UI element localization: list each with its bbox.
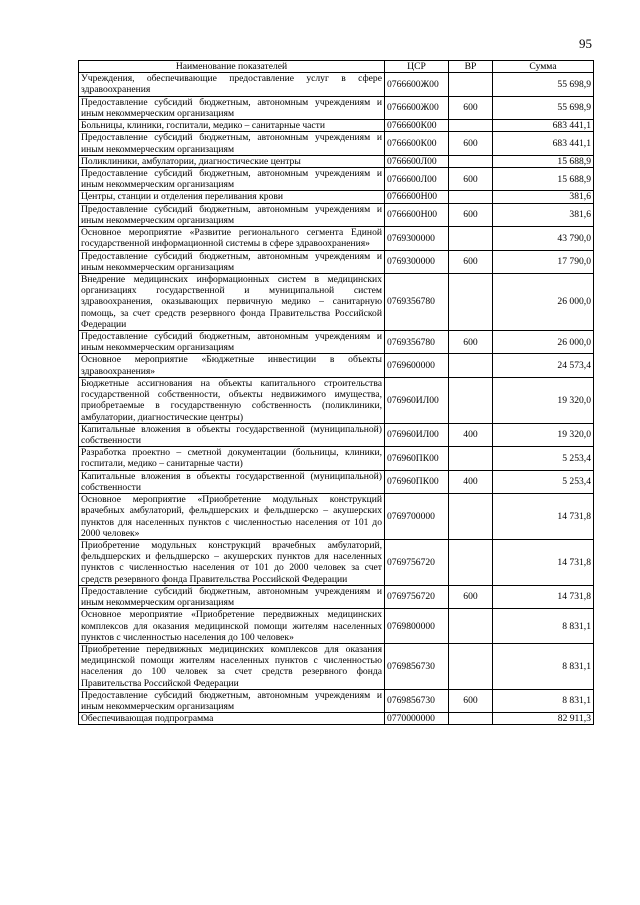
row-vr-cell: 400 bbox=[449, 470, 493, 493]
row-sum-cell: 5 253,4 bbox=[493, 470, 594, 493]
row-vr-cell: 600 bbox=[449, 167, 493, 190]
row-name-cell: Центры, станции и отделения переливания крови bbox=[79, 191, 385, 203]
row-name-cell: Основное мероприятие «Приобретение модульных конструкций врачебных амбулаторий, фельдшерских и фельдшерско – акушерских пунктов для населенных пунктов с численностью населения от 101 до 2000 человек» bbox=[79, 494, 385, 540]
page-number: 95 bbox=[579, 36, 592, 51]
table-row bbox=[79, 273, 594, 330]
row-csr-cell: 076960ПК00 bbox=[385, 447, 449, 470]
table-row bbox=[79, 689, 594, 712]
row-name-cell: Обеспечивающая подпрограмма bbox=[79, 713, 385, 725]
table-row bbox=[79, 539, 594, 585]
row-name-cell: Капитальные вложения в объекты государственной (муниципальной) собственности bbox=[79, 423, 385, 446]
row-name-cell: Приобретение модульных конструкций врачебных амбулаторий, фельдшерских и фельдшерско – акушерских пунктов для населенных пунктов с численностью населения от 101 до 2000 человек за счет средств резервного фонда Правительства Российской Федерации bbox=[79, 539, 385, 585]
table-row bbox=[79, 585, 594, 608]
header-vr: ВР bbox=[449, 61, 493, 73]
row-name-cell: Предоставление субсидий бюджетным, автономным учреждениям и иным некоммерческим организациям bbox=[79, 132, 385, 155]
row-vr-cell bbox=[449, 120, 493, 132]
row-vr-cell: 600 bbox=[449, 96, 493, 119]
header-csr: ЦСР bbox=[385, 61, 449, 73]
row-name-cell: Предоставление субсидий бюджетным, автономным учреждениям и иным некоммерческим организациям bbox=[79, 203, 385, 226]
row-csr-cell: 0766600К00 bbox=[385, 132, 449, 155]
table-row bbox=[79, 167, 594, 190]
row-vr-cell: 600 bbox=[449, 689, 493, 712]
table-row bbox=[79, 132, 594, 155]
table-row bbox=[79, 494, 594, 540]
table-row bbox=[79, 470, 594, 493]
row-sum-cell: 19 320,0 bbox=[493, 423, 594, 446]
row-name-cell: Предоставление субсидий бюджетным, автономным учреждениям и иным некоммерческим организациям bbox=[79, 331, 385, 354]
row-name-cell: Предоставление субсидий бюджетным, автономным учреждениям и иным некоммерческим организациям bbox=[79, 250, 385, 273]
row-csr-cell: 0769856730 bbox=[385, 689, 449, 712]
row-sum-cell: 26 000,0 bbox=[493, 331, 594, 354]
table-row bbox=[79, 447, 594, 470]
row-vr-cell bbox=[449, 273, 493, 330]
row-name-cell: Приобретение передвижных медицинских комплексов для оказания медицинской помощи жителям населенных пунктов с численностью населения до 100 человек за счет средств резервного фонда Правительства Российской Федерации bbox=[79, 643, 385, 689]
row-sum-cell: 8 831,1 bbox=[493, 643, 594, 689]
row-csr-cell: 0769800000 bbox=[385, 609, 449, 644]
row-csr-cell: 0769600000 bbox=[385, 354, 449, 377]
table-row bbox=[79, 423, 594, 446]
row-vr-cell: 600 bbox=[449, 132, 493, 155]
table-row bbox=[79, 250, 594, 273]
row-vr-cell bbox=[449, 447, 493, 470]
row-vr-cell bbox=[449, 539, 493, 585]
row-sum-cell: 15 688,9 bbox=[493, 167, 594, 190]
table-row bbox=[79, 203, 594, 226]
row-csr-cell: 0769356780 bbox=[385, 331, 449, 354]
row-sum-cell: 17 790,0 bbox=[493, 250, 594, 273]
row-csr-cell: 0766600Н00 bbox=[385, 191, 449, 203]
row-csr-cell: 0769356780 bbox=[385, 273, 449, 330]
row-name-cell: Поликлиники, амбулатории, диагностические центры bbox=[79, 155, 385, 167]
row-csr-cell: 0766600Л00 bbox=[385, 167, 449, 190]
row-sum-cell: 26 000,0 bbox=[493, 273, 594, 330]
table-row bbox=[79, 155, 594, 167]
row-sum-cell: 15 688,9 bbox=[493, 155, 594, 167]
budget-table bbox=[78, 60, 594, 725]
row-sum-cell: 82 911,3 bbox=[493, 713, 594, 725]
row-name-cell: Учреждения, обеспечивающие предоставление услуг в сфере здравоохранения bbox=[79, 73, 385, 96]
row-sum-cell: 381,6 bbox=[493, 191, 594, 203]
row-vr-cell bbox=[449, 227, 493, 250]
table-row bbox=[79, 191, 594, 203]
table-row bbox=[79, 227, 594, 250]
row-csr-cell: 0770000000 bbox=[385, 713, 449, 725]
row-sum-cell: 14 731,8 bbox=[493, 494, 594, 540]
row-csr-cell: 076960ПК00 bbox=[385, 470, 449, 493]
row-name-cell: Основное мероприятие «Бюджетные инвестиции в объекты здравоохранения» bbox=[79, 354, 385, 377]
row-csr-cell: 0766600Л00 bbox=[385, 155, 449, 167]
row-sum-cell: 55 698,9 bbox=[493, 73, 594, 96]
row-csr-cell: 0769756720 bbox=[385, 585, 449, 608]
table-row bbox=[79, 609, 594, 644]
table-row bbox=[79, 713, 594, 725]
row-name-cell: Основное мероприятие «Развитие регионального сегмента Единой государственной информационной системы в сфере здравоохранения» bbox=[79, 227, 385, 250]
row-csr-cell: 0766600Ж00 bbox=[385, 73, 449, 96]
row-vr-cell bbox=[449, 494, 493, 540]
row-csr-cell: 0766600Н00 bbox=[385, 203, 449, 226]
row-sum-cell: 19 320,0 bbox=[493, 377, 594, 423]
row-sum-cell: 14 731,8 bbox=[493, 539, 594, 585]
row-csr-cell: 0766600Ж00 bbox=[385, 96, 449, 119]
header-name: Наименование показателей bbox=[79, 61, 385, 73]
row-vr-cell bbox=[449, 354, 493, 377]
table-row bbox=[79, 377, 594, 423]
row-csr-cell: 0769700000 bbox=[385, 494, 449, 540]
table-header-row bbox=[79, 61, 594, 73]
row-vr-cell: 600 bbox=[449, 203, 493, 226]
row-sum-cell: 8 831,1 bbox=[493, 609, 594, 644]
row-sum-cell: 5 253,4 bbox=[493, 447, 594, 470]
row-csr-cell: 076960ИЛ00 bbox=[385, 423, 449, 446]
row-csr-cell: 0769300000 bbox=[385, 227, 449, 250]
row-vr-cell: 600 bbox=[449, 331, 493, 354]
row-name-cell: Основное мероприятие «Приобретение передвижных медицинских комплексов для оказания медицинской помощи жителям населенных пунктов с численностью населения до 100 человек» bbox=[79, 609, 385, 644]
row-csr-cell: 0769300000 bbox=[385, 250, 449, 273]
row-csr-cell: 0766600К00 bbox=[385, 120, 449, 132]
row-vr-cell: 600 bbox=[449, 250, 493, 273]
row-sum-cell: 43 790,0 bbox=[493, 227, 594, 250]
row-name-cell: Больницы, клиники, госпитали, медико – санитарные части bbox=[79, 120, 385, 132]
row-vr-cell bbox=[449, 155, 493, 167]
row-name-cell: Предоставление субсидий бюджетным, автономным учреждениям и иным некоммерческим организациям bbox=[79, 585, 385, 608]
row-name-cell: Внедрение медицинских информационных систем в медицинских организациях государственной и муниципальной систем здравоохранения, оказывающих первичную медико – санитарную помощь, за счет средств резервного фонда Правительства Российской Федерации bbox=[79, 273, 385, 330]
row-sum-cell: 381,6 bbox=[493, 203, 594, 226]
row-vr-cell bbox=[449, 643, 493, 689]
row-vr-cell bbox=[449, 713, 493, 725]
row-sum-cell: 683 441,1 bbox=[493, 120, 594, 132]
row-vr-cell bbox=[449, 191, 493, 203]
table-row bbox=[79, 96, 594, 119]
row-name-cell: Разработка проектно – сметной документации (больницы, клиники, госпитали, медико – санитарные части) bbox=[79, 447, 385, 470]
row-name-cell: Бюджетные ассигнования на объекты капитального строительства государственной собственности, объекты недвижимого имущества, приобретаемые в государственную собственность (поликлиники, амбулатории, диагностические центры) bbox=[79, 377, 385, 423]
row-vr-cell: 600 bbox=[449, 585, 493, 608]
row-csr-cell: 076960ИЛ00 bbox=[385, 377, 449, 423]
row-csr-cell: 0769856730 bbox=[385, 643, 449, 689]
row-vr-cell bbox=[449, 377, 493, 423]
row-name-cell: Предоставление субсидий бюджетным, автономным учреждениям и иным некоммерческим организациям bbox=[79, 689, 385, 712]
table-row bbox=[79, 643, 594, 689]
row-name-cell: Предоставление субсидий бюджетным, автономным учреждениям и иным некоммерческим организациям bbox=[79, 167, 385, 190]
row-sum-cell: 14 731,8 bbox=[493, 585, 594, 608]
row-vr-cell: 400 bbox=[449, 423, 493, 446]
table-row bbox=[79, 354, 594, 377]
table-row bbox=[79, 120, 594, 132]
row-sum-cell: 683 441,1 bbox=[493, 132, 594, 155]
table-row bbox=[79, 331, 594, 354]
header-sum: Сумма bbox=[493, 61, 594, 73]
row-sum-cell: 8 831,1 bbox=[493, 689, 594, 712]
row-sum-cell: 24 573,4 bbox=[493, 354, 594, 377]
row-vr-cell bbox=[449, 609, 493, 644]
table-row bbox=[79, 73, 594, 96]
row-name-cell: Предоставление субсидий бюджетным, автономным учреждениям и иным некоммерческим организациям bbox=[79, 96, 385, 119]
row-vr-cell bbox=[449, 73, 493, 96]
row-csr-cell: 0769756720 bbox=[385, 539, 449, 585]
row-sum-cell: 55 698,9 bbox=[493, 96, 594, 119]
row-name-cell: Капитальные вложения в объекты государственной (муниципальной) собственности bbox=[79, 470, 385, 493]
